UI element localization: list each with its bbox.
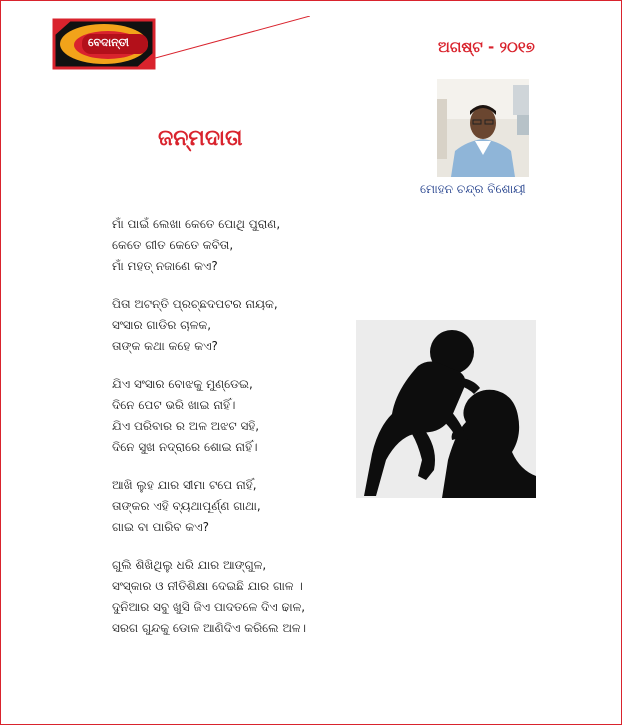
poem-line: ମାଁ ପାଇଁ ଲେଖା କେତେ ପୋଥି ପୁରାଣ,: [112, 217, 281, 231]
poem-line: ସଂସାର ଗାଡିର ଚାଳକ,: [112, 318, 212, 332]
stanza: [112, 555, 306, 639]
poem-line: ଗୁଲି ଶିଖିଥିଲୁ ଧରି ଯାର ଆଙ୍ଗୁଳ,: [112, 558, 267, 572]
decorative-line: [148, 16, 310, 60]
poem-line: ଦିନେ ସୁଖ ନଦ୍ରାରେ ଶୋଇ ନାହିଁ।: [112, 440, 258, 454]
author-photo: [437, 79, 529, 177]
issue-date: ଅଗଷ୍ଟ - ୨୦୧୭: [438, 38, 535, 56]
author-name: ମୋହନ ଚନ୍ଦ୍ର ବିଶୋୟୀ: [420, 182, 526, 196]
poem-line: ଯିଏ ପରିବାର ର ଅଳ ଅଝଟ ସହି,: [112, 419, 260, 433]
stanza: [112, 294, 306, 357]
father-child-silhouette: [356, 320, 536, 498]
poem-line: ଆଖି ଲୁହ ଯାର ସୀମା ଟପେ ନାହିଁ,: [112, 478, 257, 492]
stanza: [112, 475, 306, 538]
poem-body: [112, 214, 306, 656]
poem-line: ସରଗ ଗୁନ୍ଦକୁ ଡୋଳ ଆଣିଦିଏ କରିଲେ ଅଳ।: [112, 621, 306, 635]
logo-text: ବେଦାନ୍ତୀ: [88, 36, 129, 49]
stanza: [112, 374, 306, 458]
poem-line: ଦିନେ ପେଟ ଭରି ଖାଇ ନାହିଁ।: [112, 398, 236, 412]
poem-title: ଜନ୍ମଦାତା: [158, 126, 243, 151]
stanza: [112, 214, 306, 277]
poem-line: ତାଙ୍କ କଥା କହେ କଏ?: [112, 339, 218, 353]
poem-line: ପିତା ଅଟନ୍ତି ପ୍ରଚ୍ଛଦପଟର ନାୟକ,: [112, 297, 278, 311]
poem-line: ସଂସ୍କାର ଓ ନୀତିଶିକ୍ଷା ଦେଇଛି ଯାର ଗାଳ ।: [112, 579, 303, 593]
poem-line: ଦୁନିଆର ସବୁ ଖୁସି ଜିଏ ପାଦତଳେ ଦିଏ ଢାଳ,: [112, 600, 306, 614]
poem-line: ଗାଇ ବା ପାରିବ କଏ?: [112, 520, 209, 534]
poem-line: ମାଁ ମହତ୍ ନଜାଣେ କଏ?: [112, 259, 218, 273]
poem-line: କେତେ ଗୀତ କେତେ କବିତା,: [112, 238, 234, 252]
poem-line: ଯିଏ ସଂସାର ବୋଝକୁ ମୁଣ୍ଡେଇ,: [112, 377, 253, 391]
poem-line: ତାଙ୍କର ଏହି ବ୍ୟଥାପୂର୍ଣ୍ଣ ଗାଥା,: [112, 499, 261, 513]
